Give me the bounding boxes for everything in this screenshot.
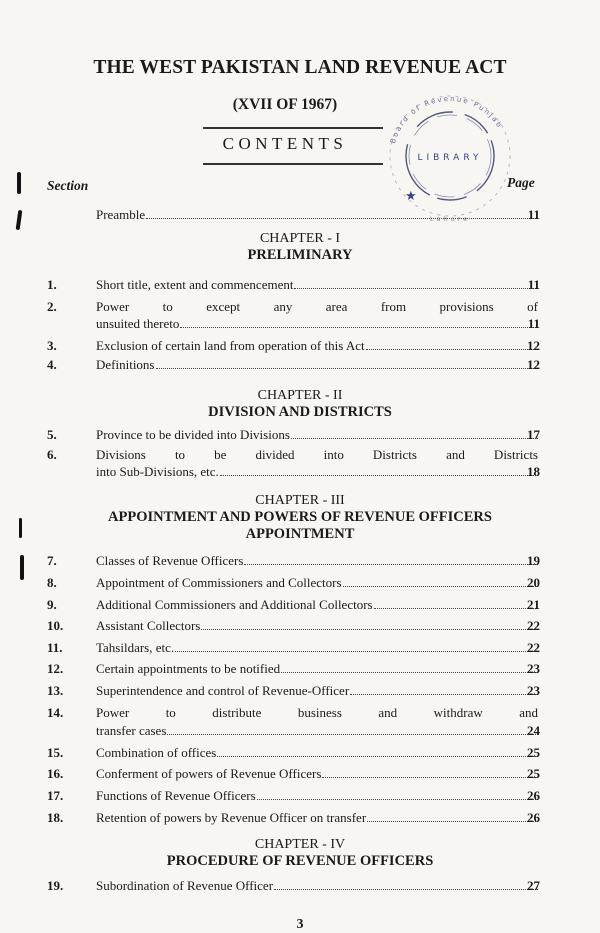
- toc-entry: [0, 682, 600, 700]
- entry-text: [96, 639, 538, 657]
- page-ref: 25: [527, 766, 540, 781]
- toc-entry: [0, 639, 600, 657]
- star-icon: ★: [405, 188, 417, 203]
- toc-entry: [0, 574, 600, 592]
- page-ref: 26: [527, 810, 540, 825]
- entry-title: Superintendence and control of Revenue-Officer: [96, 683, 350, 698]
- section-number: 1.: [47, 277, 57, 292]
- toc-entry: [0, 660, 600, 678]
- entry-title: transfer cases: [96, 723, 167, 738]
- page-ref: 17: [527, 427, 540, 442]
- dot-leader: [244, 553, 538, 565]
- entry-text: [96, 337, 538, 355]
- entry-text: [96, 787, 538, 805]
- toc-entry: [0, 704, 600, 722]
- dot-leader: [220, 464, 538, 476]
- dot-leader: [156, 357, 539, 369]
- toc-entry: [0, 463, 600, 481]
- section-number: 6.: [47, 447, 57, 462]
- page-ref: 23: [527, 683, 540, 698]
- page-ref: 25: [527, 745, 540, 760]
- section-number: 12.: [47, 661, 64, 676]
- chapter-title: PRELIMINARY: [247, 247, 353, 263]
- page-ref: 12: [527, 357, 540, 372]
- section-number: 7.: [47, 553, 57, 568]
- entry-title: Conferment of powers of Revenue Officers: [96, 766, 322, 781]
- dot-leader: [322, 766, 538, 778]
- section-number: 3.: [47, 338, 57, 353]
- preamble-entry: [0, 206, 600, 224]
- page-ref: 12: [527, 338, 540, 353]
- chapter-number: CHAPTER - I: [259, 231, 341, 246]
- section-number: 9.: [47, 597, 57, 612]
- toc-entry: [0, 337, 600, 355]
- entry-title: Assistant Collectors: [96, 618, 201, 633]
- section-number: 2.: [47, 299, 57, 314]
- entry-title: into Sub-Divisions, etc.: [96, 464, 219, 479]
- entry-title: Short title, extent and commencement: [96, 277, 294, 292]
- section-number: 14.: [47, 705, 64, 720]
- dot-leader: [180, 316, 538, 328]
- entry-title: Province to be divided into Divisions: [96, 427, 290, 442]
- page-ref: 20: [527, 575, 540, 590]
- entry-title: Subordination of Revenue Officer: [96, 878, 274, 893]
- entry-text: [96, 463, 538, 481]
- dot-leader: [146, 207, 538, 219]
- contents-heading: CONTENTS: [222, 134, 348, 153]
- page-ref: 19: [527, 553, 540, 568]
- toc-entry: [0, 596, 600, 614]
- page-ref: 11: [527, 207, 540, 222]
- chapter-heading: [0, 387, 600, 421]
- toc-entry: [0, 298, 600, 316]
- section-number: 10.: [47, 618, 64, 633]
- entry-text: [96, 574, 538, 592]
- page-ref: 22: [527, 640, 540, 655]
- chapter-number: CHAPTER - III: [255, 493, 345, 508]
- dot-leader: [217, 745, 538, 757]
- document-title: THE WEST PAKISTAN LAND REVENUE ACT: [93, 57, 507, 78]
- entry-title: Combination of offices: [96, 745, 217, 760]
- toc-entry: [0, 552, 600, 570]
- page-ref: 23: [527, 661, 540, 676]
- entry-title: Additional Commissioners and Additional Collectors: [96, 597, 373, 612]
- entry-text: [96, 744, 538, 762]
- entry-text: [96, 552, 538, 570]
- toc-entry: [0, 809, 600, 827]
- section-number: 17.: [47, 788, 64, 803]
- dot-leader: [167, 723, 538, 735]
- entry-text: [96, 206, 538, 224]
- entry-text: [96, 356, 538, 374]
- act-number: (XVII OF 1967): [232, 96, 338, 113]
- chapter-subtitle: APPOINTMENT: [245, 526, 355, 542]
- page-ref: 11: [527, 316, 540, 331]
- toc-entry: [0, 722, 600, 740]
- chapter-heading: [0, 492, 600, 543]
- entry-text: [96, 722, 538, 740]
- toc-entry: [0, 446, 600, 464]
- divider-bottom: [203, 163, 383, 165]
- chapter-heading: [0, 836, 600, 870]
- toc-entry: [0, 276, 600, 294]
- entry-title: Power to except any area from provisions of: [96, 299, 538, 314]
- binding-mark: [17, 172, 21, 194]
- toc-entry: [0, 744, 600, 762]
- section-number: 13.: [47, 683, 64, 698]
- page-ref: 27: [527, 878, 540, 893]
- section-number: 18.: [47, 810, 64, 825]
- entry-text: [96, 660, 538, 678]
- chapter-title: APPOINTMENT AND POWERS OF REVENUE OFFICERS: [108, 509, 492, 525]
- chapter-number: CHAPTER - II: [257, 388, 343, 403]
- entry-title: Definitions: [96, 357, 155, 372]
- entry-title: Exclusion of certain land from operation of this Act: [96, 338, 365, 353]
- page-ref: 21: [527, 597, 540, 612]
- dot-leader: [201, 618, 538, 630]
- dot-leader: [274, 878, 538, 890]
- entry-text: [96, 704, 538, 722]
- entry-text: [96, 276, 538, 294]
- dot-leader: [291, 427, 538, 439]
- toc-entry: [0, 765, 600, 783]
- entry-text: [96, 765, 538, 783]
- section-number: 8.: [47, 575, 57, 590]
- stamp-outer-text: Board of Revenue Punjab: [388, 94, 505, 145]
- entry-text: [96, 315, 538, 333]
- entry-text: [96, 446, 538, 464]
- dot-leader: [175, 640, 538, 652]
- entry-text: [96, 617, 538, 635]
- entry-title: Appointment of Commissioners and Collectors: [96, 575, 342, 590]
- toc-entry: [0, 617, 600, 635]
- section-number: 4.: [47, 357, 57, 372]
- toc-entry: [0, 787, 600, 805]
- toc-entry: [0, 356, 600, 374]
- toc-entry: [0, 877, 600, 895]
- section-number: 15.: [47, 745, 64, 760]
- entry-text: [96, 426, 538, 444]
- chapter-title: DIVISION AND DISTRICTS: [208, 404, 392, 420]
- entry-text: [96, 682, 538, 700]
- divider-top: [203, 127, 383, 129]
- chapter-heading: [0, 230, 600, 264]
- entry-title: Power to distribute business and withdraw and: [96, 705, 538, 720]
- entry-title: Certain appointments to be notified: [96, 661, 281, 676]
- column-header-page: Page: [507, 175, 535, 190]
- page-ref: 18: [527, 464, 540, 479]
- dot-leader: [343, 575, 538, 587]
- section-number: 11.: [47, 640, 63, 655]
- stamp-bottom-text: Lahore: [429, 215, 471, 223]
- stamp-center-text: LIBRARY: [417, 153, 483, 163]
- page-ref: 24: [527, 723, 540, 738]
- entry-text: [96, 298, 538, 316]
- dot-leader: [281, 661, 538, 673]
- entry-title: unsuited thereto: [96, 316, 180, 331]
- page-number: 3: [296, 917, 304, 932]
- page-ref: 26: [527, 788, 540, 803]
- dot-leader: [294, 277, 538, 289]
- toc-entry: [0, 315, 600, 333]
- entry-title: Classes of Revenue Officers: [96, 553, 244, 568]
- dot-leader: [350, 683, 538, 695]
- column-header-section: Section: [47, 178, 89, 193]
- toc-entry: [0, 426, 600, 444]
- entry-title: Functions of Revenue Officers: [96, 788, 256, 803]
- entry-title: Retention of powers by Revenue Officer on transfer: [96, 810, 367, 825]
- entry-title: Divisions to be divided into Districts and Districts: [96, 447, 538, 462]
- dot-leader: [257, 788, 538, 800]
- chapter-number: CHAPTER - IV: [254, 837, 346, 852]
- entry-text: [96, 596, 538, 614]
- entry-text: [96, 809, 538, 827]
- entry-title: Preamble: [96, 207, 146, 222]
- section-number: 5.: [47, 427, 57, 442]
- section-number: 16.: [47, 766, 64, 781]
- page-ref: 11: [527, 277, 540, 292]
- chapter-title: PROCEDURE OF REVENUE OFFICERS: [166, 853, 434, 869]
- page-ref: 22: [527, 618, 540, 633]
- entry-title: Tahsildars, etc.: [96, 640, 175, 655]
- section-number: 19.: [47, 878, 64, 893]
- entry-text: [96, 877, 538, 895]
